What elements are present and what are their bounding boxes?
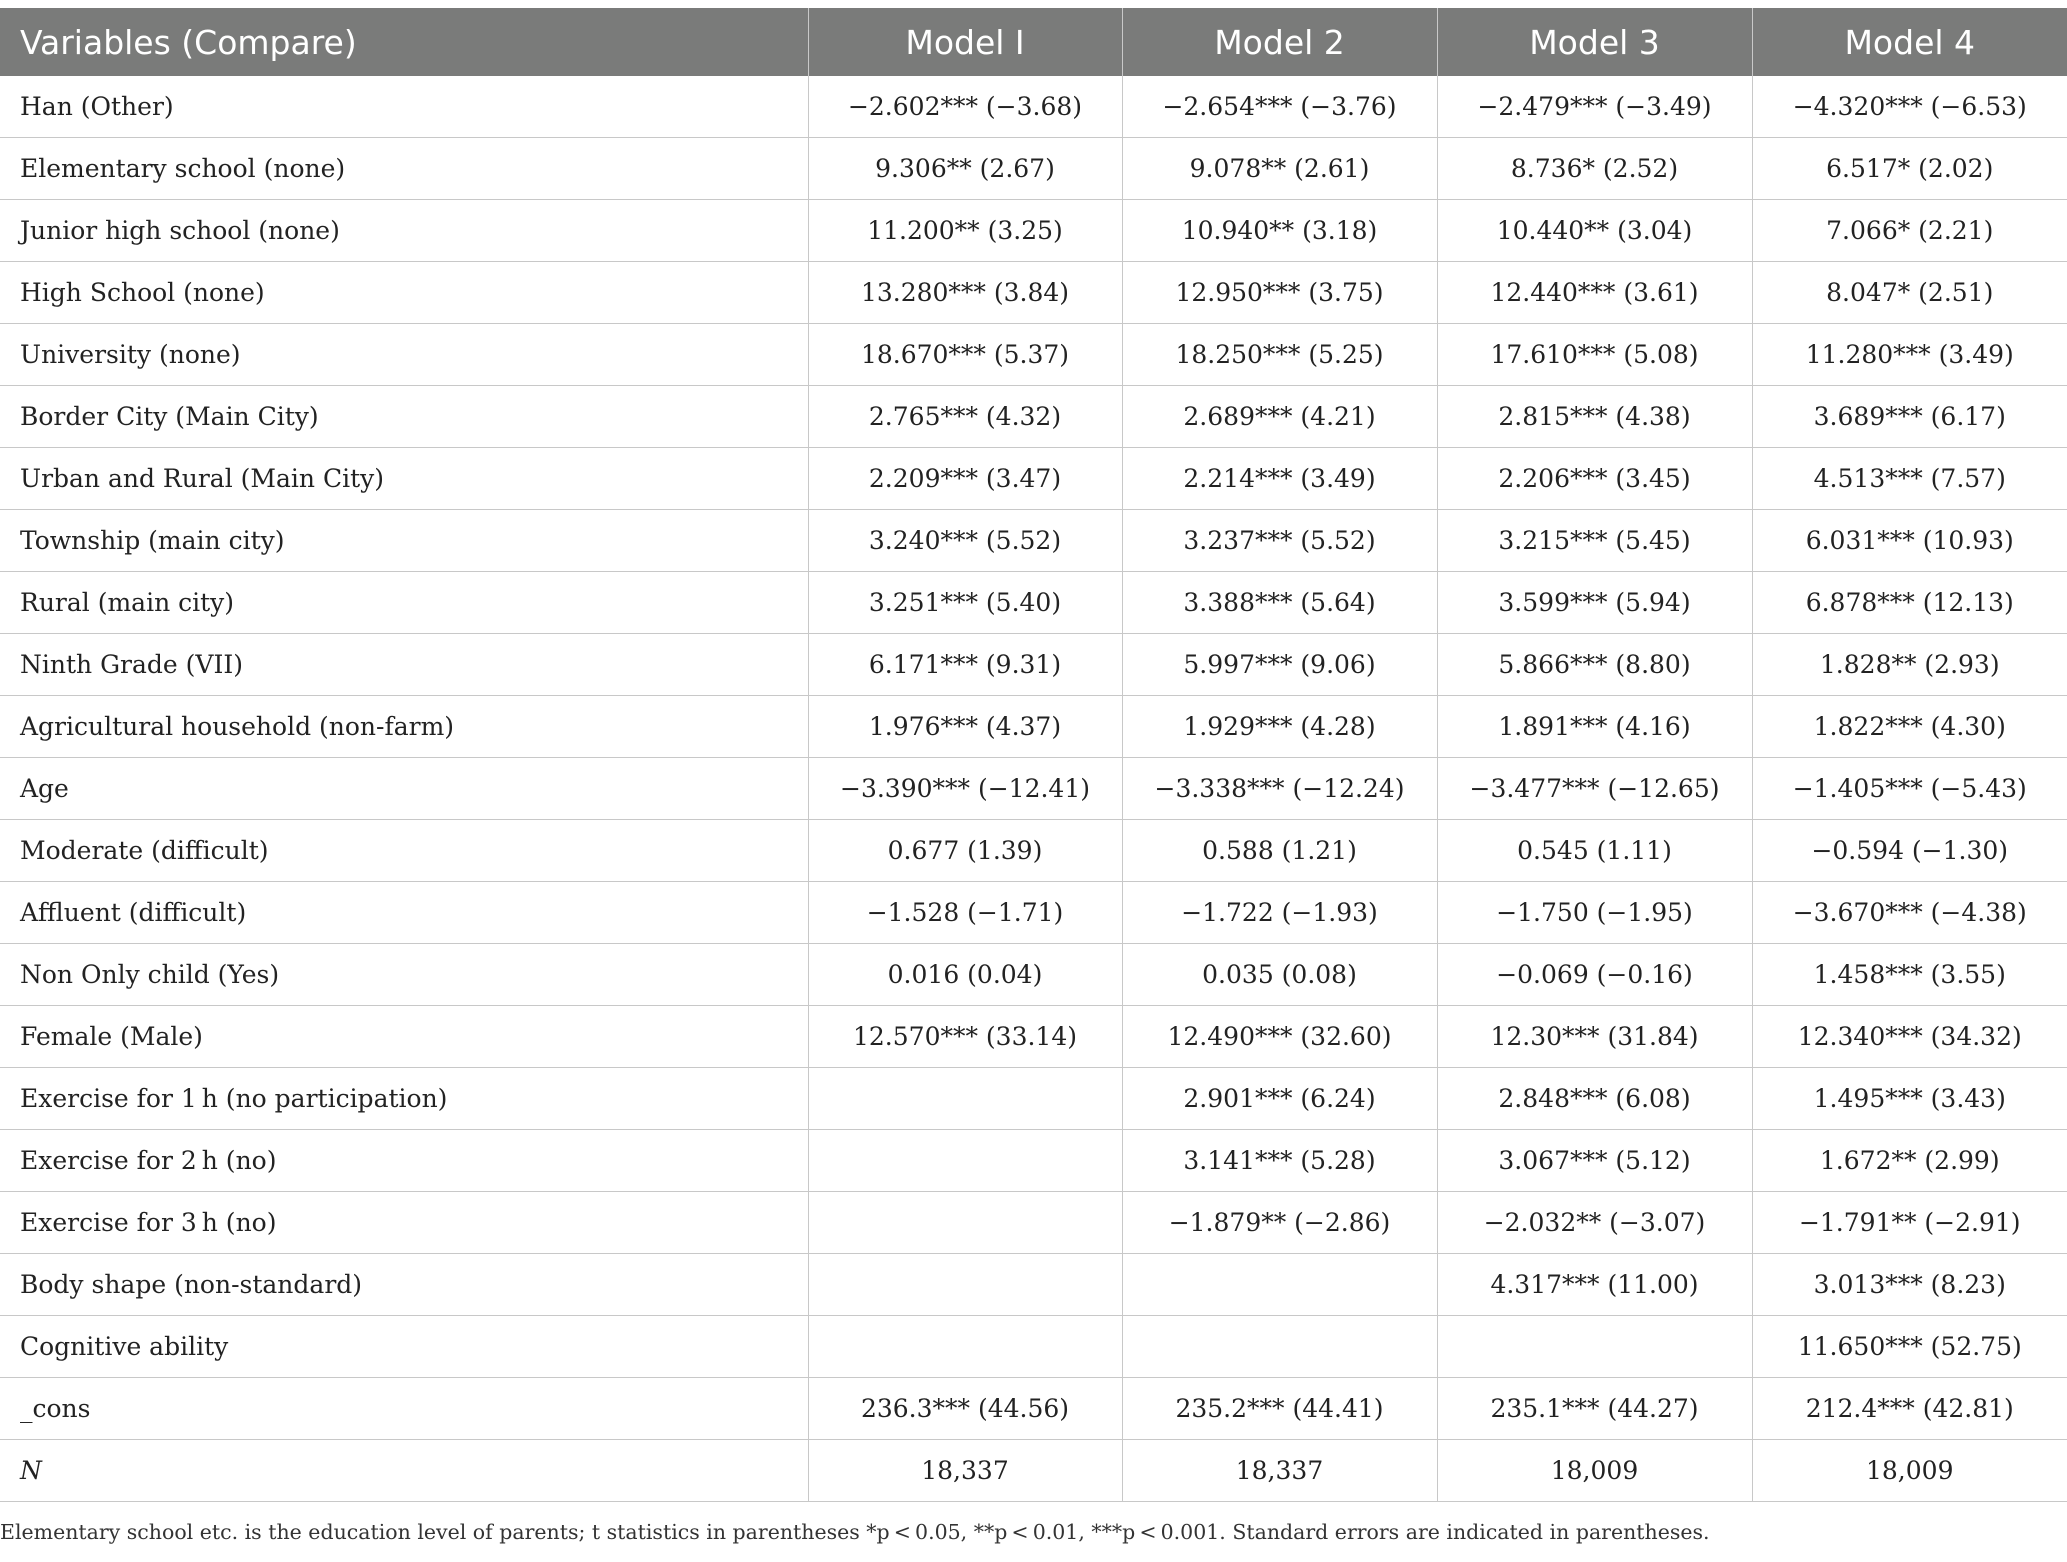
model-2-value-cell: 18,337 [1122,1440,1437,1502]
model-2-value-cell: 0.588 (1.21) [1122,820,1437,882]
table-row [0,200,2067,262]
table-row [0,1130,2067,1192]
model-4-value-cell: 1.458*** (3.55) [1752,944,2067,1006]
model-2-value-cell: −1.722 (−1.93) [1122,882,1437,944]
model-1-value-cell [808,1316,1122,1378]
model-2-value-cell: 12.490*** (32.60) [1122,1006,1437,1068]
model-4-value-cell: 1.828** (2.93) [1752,634,2067,696]
model-4-value-cell: −3.670*** (−4.38) [1752,882,2067,944]
model-3-value-cell: 1.891*** (4.16) [1437,696,1752,758]
model-1-value-cell: 18.670*** (5.37) [808,324,1122,386]
variable-name-cell: Cognitive ability [0,1316,808,1378]
header-row [0,8,2067,76]
model-4-value-cell: 8.047* (2.51) [1752,262,2067,324]
model-3-value-cell: 3.067*** (5.12) [1437,1130,1752,1192]
variable-name-cell: Non Only child (Yes) [0,944,808,1006]
model-2-value-cell: 2.689*** (4.21) [1122,386,1437,448]
table-row [0,820,2067,882]
model-2-value-cell: −3.338*** (−12.24) [1122,758,1437,820]
model-1-value-cell: 2.765*** (4.32) [808,386,1122,448]
model-4-value-cell: 18,009 [1752,1440,2067,1502]
model-2-value-cell [1122,1254,1437,1316]
variable-name-cell: Elementary school (none) [0,138,808,200]
variable-name-cell: Urban and Rural (Main City) [0,448,808,510]
table-row [0,448,2067,510]
model-3-value-cell: 12.440*** (3.61) [1437,262,1752,324]
regression-table-container [0,8,2067,1502]
model-1-value-cell: −2.602*** (−3.68) [808,76,1122,138]
table-row [0,76,2067,138]
variable-name-cell: Han (Other) [0,76,808,138]
model-3-value-cell: −3.477*** (−12.65) [1437,758,1752,820]
variable-name-cell: Female (Male) [0,1006,808,1068]
model-1-value-cell [808,1254,1122,1316]
table-row [0,1192,2067,1254]
model-2-value-cell: 18.250*** (5.25) [1122,324,1437,386]
table-row [0,1316,2067,1378]
model-3-value-cell: 4.317*** (11.00) [1437,1254,1752,1316]
variable-name-cell: Exercise for 3 h (no) [0,1192,808,1254]
variable-name-cell: Body shape (non-standard) [0,1254,808,1316]
model-3-value-cell: 235.1*** (44.27) [1437,1378,1752,1440]
model-4-value-cell: 4.513*** (7.57) [1752,448,2067,510]
variable-name-cell: Exercise for 1 h (no participation) [0,1068,808,1130]
variable-name-cell: Border City (Main City) [0,386,808,448]
model-1-value-cell [808,1068,1122,1130]
model-3-value-cell: 2.815*** (4.38) [1437,386,1752,448]
model-3-value-cell: 8.736* (2.52) [1437,138,1752,200]
table-body [0,76,2067,1502]
model-4-value-cell: 12.340*** (34.32) [1752,1006,2067,1068]
model-3-value-cell: 0.545 (1.11) [1437,820,1752,882]
model-2-value-cell: 0.035 (0.08) [1122,944,1437,1006]
model-4-value-cell: −1.405*** (−5.43) [1752,758,2067,820]
model-1-value-cell: 9.306** (2.67) [808,138,1122,200]
model-1-value-cell [808,1130,1122,1192]
table-row [0,882,2067,944]
model-2-value-cell: −2.654*** (−3.76) [1122,76,1437,138]
model-4-value-cell: 6.031*** (10.93) [1752,510,2067,572]
model-2-value-cell: 5.997*** (9.06) [1122,634,1437,696]
model-2-value-cell: 2.901*** (6.24) [1122,1068,1437,1130]
model-4-value-cell: 1.672** (2.99) [1752,1130,2067,1192]
model-3-value-cell [1437,1316,1752,1378]
model-1-value-cell: 13.280*** (3.84) [808,262,1122,324]
table-row [0,1068,2067,1130]
model-1-value-cell: 0.677 (1.39) [808,820,1122,882]
variable-name-cell: Rural (main city) [0,572,808,634]
model-1-value-cell [808,1192,1122,1254]
model-4-value-cell: 3.013*** (8.23) [1752,1254,2067,1316]
model-3-value-cell: −1.750 (−1.95) [1437,882,1752,944]
variable-name-cell: Affluent (difficult) [0,882,808,944]
model-4-value-cell: −4.320*** (−6.53) [1752,76,2067,138]
table-row [0,758,2067,820]
regression-table [0,8,2067,1502]
model-1-value-cell: 3.240*** (5.52) [808,510,1122,572]
model-1-value-cell: 236.3*** (44.56) [808,1378,1122,1440]
model-3-value-cell: 5.866*** (8.80) [1437,634,1752,696]
table-row [0,1006,2067,1068]
variable-name-cell: Agricultural household (non-farm) [0,696,808,758]
header-variables: Variables (Compare) [0,8,808,76]
model-2-value-cell: 12.950*** (3.75) [1122,262,1437,324]
table-row [0,696,2067,758]
model-2-value-cell [1122,1316,1437,1378]
model-2-value-cell: 1.929*** (4.28) [1122,696,1437,758]
model-3-value-cell: 10.440** (3.04) [1437,200,1752,262]
model-1-value-cell: 3.251*** (5.40) [808,572,1122,634]
variable-name-cell: _cons [0,1378,808,1440]
table-row [0,324,2067,386]
model-4-value-cell: −0.594 (−1.30) [1752,820,2067,882]
model-4-value-cell: 6.878*** (12.13) [1752,572,2067,634]
model-1-value-cell: 0.016 (0.04) [808,944,1122,1006]
table-row [0,572,2067,634]
model-3-value-cell: 12.30*** (31.84) [1437,1006,1752,1068]
model-3-value-cell: 18,009 [1437,1440,1752,1502]
model-3-value-cell: 2.206*** (3.45) [1437,448,1752,510]
model-4-value-cell: 212.4*** (42.81) [1752,1378,2067,1440]
table-row [0,138,2067,200]
model-1-value-cell: 11.200** (3.25) [808,200,1122,262]
variable-name-cell: High School (none) [0,262,808,324]
model-4-value-cell: 11.280*** (3.49) [1752,324,2067,386]
model-4-value-cell: 1.495*** (3.43) [1752,1068,2067,1130]
variable-name-cell: Township (main city) [0,510,808,572]
model-2-value-cell: 9.078** (2.61) [1122,138,1437,200]
model-2-value-cell: −1.879** (−2.86) [1122,1192,1437,1254]
model-1-value-cell: 6.171*** (9.31) [808,634,1122,696]
header-model-3: Model 3 [1437,8,1752,76]
model-3-value-cell: −0.069 (−0.16) [1437,944,1752,1006]
model-4-value-cell: 3.689*** (6.17) [1752,386,2067,448]
model-4-value-cell: −1.791** (−2.91) [1752,1192,2067,1254]
table-row [0,386,2067,448]
model-3-value-cell: −2.479*** (−3.49) [1437,76,1752,138]
table-row [0,944,2067,1006]
model-2-value-cell: 3.388*** (5.64) [1122,572,1437,634]
model-2-value-cell: 2.214*** (3.49) [1122,448,1437,510]
header-model-2: Model 2 [1122,8,1437,76]
model-1-value-cell: −1.528 (−1.71) [808,882,1122,944]
model-4-value-cell: 11.650*** (52.75) [1752,1316,2067,1378]
model-1-value-cell: 1.976*** (4.37) [808,696,1122,758]
variable-name-cell: Age [0,758,808,820]
table-row [0,1378,2067,1440]
model-3-value-cell: 17.610*** (5.08) [1437,324,1752,386]
variable-name-cell: Ninth Grade (VII) [0,634,808,696]
model-4-value-cell: 7.066* (2.21) [1752,200,2067,262]
variable-name-cell: University (none) [0,324,808,386]
model-3-value-cell: 2.848*** (6.08) [1437,1068,1752,1130]
variable-name-cell: Junior high school (none) [0,200,808,262]
model-3-value-cell: −2.032** (−3.07) [1437,1192,1752,1254]
model-1-value-cell: 18,337 [808,1440,1122,1502]
header-model-1: Model I [808,8,1122,76]
table-row [0,262,2067,324]
table-row [0,510,2067,572]
model-2-value-cell: 3.237*** (5.52) [1122,510,1437,572]
model-1-value-cell: 2.209*** (3.47) [808,448,1122,510]
table-header [0,8,2067,76]
model-2-value-cell: 235.2*** (44.41) [1122,1378,1437,1440]
model-3-value-cell: 3.215*** (5.45) [1437,510,1752,572]
model-1-value-cell: 12.570*** (33.14) [808,1006,1122,1068]
table-row [0,1254,2067,1316]
model-2-value-cell: 3.141*** (5.28) [1122,1130,1437,1192]
model-4-value-cell: 1.822*** (4.30) [1752,696,2067,758]
table-row [0,634,2067,696]
table-row [0,1440,2067,1502]
header-model-4: Model 4 [1752,8,2067,76]
model-1-value-cell: −3.390*** (−12.41) [808,758,1122,820]
model-3-value-cell: 3.599*** (5.94) [1437,572,1752,634]
variable-name-cell: Moderate (difficult) [0,820,808,882]
table-footnote: Elementary school etc. is the education level of parents; t statistics in parentheses *p < 0.05, **p < 0.01, ***p < 0.001. Standard errors are indicated in parentheses. [0,1520,1710,1544]
model-4-value-cell: 6.517* (2.02) [1752,138,2067,200]
model-2-value-cell: 10.940** (3.18) [1122,200,1437,262]
variable-name-cell: N [0,1440,808,1502]
variable-name-cell: Exercise for 2 h (no) [0,1130,808,1192]
